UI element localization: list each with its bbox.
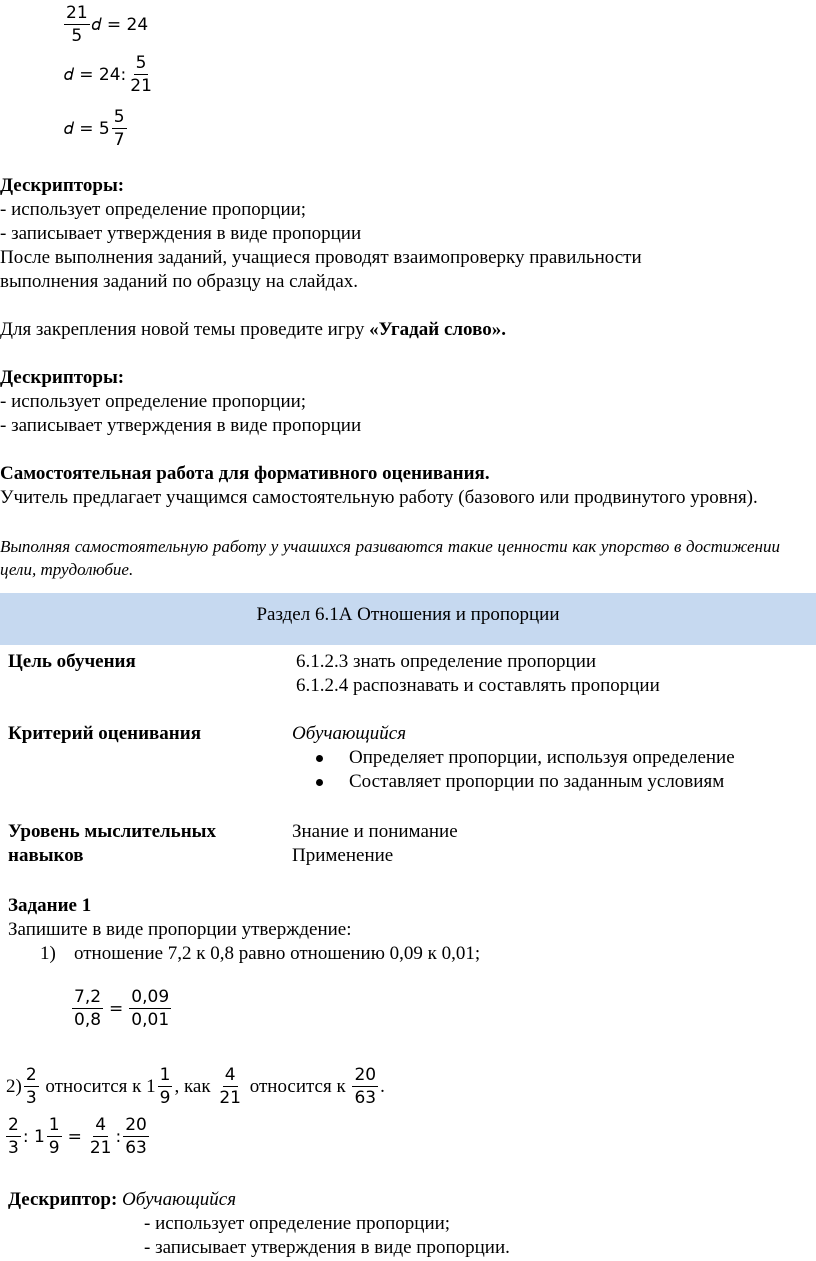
final-descriptor	[8, 1188, 236, 1212]
task-item-2	[6, 1064, 385, 1109]
fraction-numerator: 5	[135, 53, 147, 73]
goal-label: Цель обучения	[8, 651, 136, 672]
fraction-denominator: 9	[48, 1138, 60, 1158]
independent-work-text: Учитель предлагает учащимся самостоятельную работу (базового или продвинутого уровня).	[0, 487, 758, 508]
section-title: Раздел 6.1А Отношения и пропорции	[256, 604, 560, 625]
level-label: Уровень мыслительных	[8, 821, 216, 842]
task-text: , как	[174, 1075, 216, 1097]
fraction-numerator: 21	[66, 3, 88, 23]
equation-2	[64, 52, 156, 97]
fraction-numerator: 4	[95, 1115, 107, 1135]
ratio-colon: :	[115, 1126, 122, 1147]
level-label: навыков	[8, 845, 84, 866]
equals-sign: =	[67, 1126, 82, 1147]
game-text: Для закрепления новой темы проведите игру	[0, 319, 370, 340]
task-text: .	[380, 1075, 385, 1097]
criterion-lead: Обучающийся	[292, 723, 407, 744]
level-item: Знание и понимание	[292, 821, 458, 842]
equation-1	[62, 2, 148, 47]
mixed-whole: 1	[146, 1075, 156, 1097]
fraction-numerator: 2	[8, 1115, 19, 1135]
fraction-denominator: 63	[125, 1138, 147, 1158]
equation-left: 𝑑 = 5	[64, 118, 110, 139]
fraction-denominator: 3	[25, 1088, 37, 1108]
goal-item: 6.1.2.4 распознавать и составлять пропорции	[296, 675, 660, 696]
task-prompt: Запишите в виде пропорции утверждение:	[8, 919, 352, 940]
criterion-item	[316, 770, 724, 794]
equation-left: 𝑑 = 24:	[64, 64, 127, 85]
fraction-numerator: 5	[113, 107, 125, 127]
descriptor-line: - записывает утверждения в виде пропорции	[0, 223, 362, 244]
criterion-item	[316, 746, 735, 770]
fraction-numerator: 1	[159, 1065, 171, 1085]
descriptor-line: - использует определение пропорции;	[144, 1213, 451, 1234]
descriptors-heading: Дескрипторы:	[0, 367, 125, 388]
paragraph-line: После выполнения заданий, учащиеся проводят взаимопроверку правильности	[0, 247, 642, 268]
equation-3	[64, 106, 129, 151]
fraction-numerator: 7,2	[74, 987, 102, 1007]
criterion-text: Составляет пропорции по заданным условиям	[349, 771, 725, 792]
descriptor-line: - использует определение пропорции;	[0, 391, 307, 412]
descriptor-line: - записывает утверждения в виде пропорции	[0, 415, 362, 436]
task-text: относится к	[244, 1075, 351, 1097]
independent-work-heading: Самостоятельная работа для формативного оценивания.	[0, 463, 490, 484]
descriptor-line: - записывает утверждения в виде пропорции.	[144, 1237, 510, 1258]
fraction-denominator: 3	[8, 1138, 19, 1158]
fraction-denominator: 0,01	[131, 1010, 170, 1030]
fraction-numerator: 2	[25, 1065, 37, 1085]
fraction-denominator: 63	[354, 1088, 377, 1108]
answer-1	[70, 986, 173, 1031]
fraction-denominator: 21	[219, 1088, 241, 1108]
descriptor-line: - использует определение пропорции;	[0, 199, 307, 220]
fraction-numerator: 20	[354, 1065, 377, 1085]
task-text: относится к	[40, 1075, 147, 1097]
fraction-numerator: 20	[125, 1115, 147, 1135]
fraction-denominator: 5	[71, 26, 83, 46]
values-note: Выполняя самостоятельную работу у учашихся разиваются такие ценности как упорство в достижении цели, трудолюбие.	[0, 537, 780, 579]
task-item-number: 1)	[40, 943, 56, 964]
descriptors-heading: Дескрипторы:	[0, 175, 125, 196]
game-name: «Угадай слово».	[369, 319, 506, 340]
fraction-denominator: 0,8	[74, 1010, 102, 1030]
fraction-numerator: 1	[48, 1115, 60, 1135]
ratio-colon: : 1	[22, 1126, 45, 1147]
fraction-denominator: 9	[159, 1088, 171, 1108]
fraction-numerator: 0,09	[131, 987, 170, 1007]
task-title: Задание 1	[8, 895, 92, 916]
fraction-denominator: 21	[130, 76, 152, 96]
equals-sign: =	[109, 998, 124, 1019]
task-item-text: отношение 7,2 к 0,8 равно отношению 0,09 к 0,01;	[74, 943, 481, 964]
bullet-icon	[316, 755, 323, 762]
descriptor-lead: Обучающийся	[122, 1189, 237, 1210]
equation-rest: 𝑑 = 24	[91, 14, 149, 35]
bullet-icon	[316, 779, 323, 786]
fraction-numerator: 4	[224, 1065, 236, 1085]
fraction-denominator: 7	[113, 130, 125, 150]
game-paragraph	[0, 318, 506, 342]
criterion-label: Критерий оценивания	[8, 723, 201, 744]
level-item: Применение	[292, 845, 394, 866]
criterion-text: Определяет пропорции, используя определение	[349, 747, 735, 768]
answer-2	[4, 1114, 151, 1159]
fraction-denominator: 21	[89, 1138, 112, 1158]
task-item-number: 2)	[6, 1075, 22, 1097]
descriptor-label: Дескриптор:	[8, 1189, 118, 1210]
paragraph-line: выполнения заданий по образцу на слайдах.	[0, 271, 359, 292]
goal-item: 6.1.2.3 знать определение пропорции	[296, 651, 597, 672]
